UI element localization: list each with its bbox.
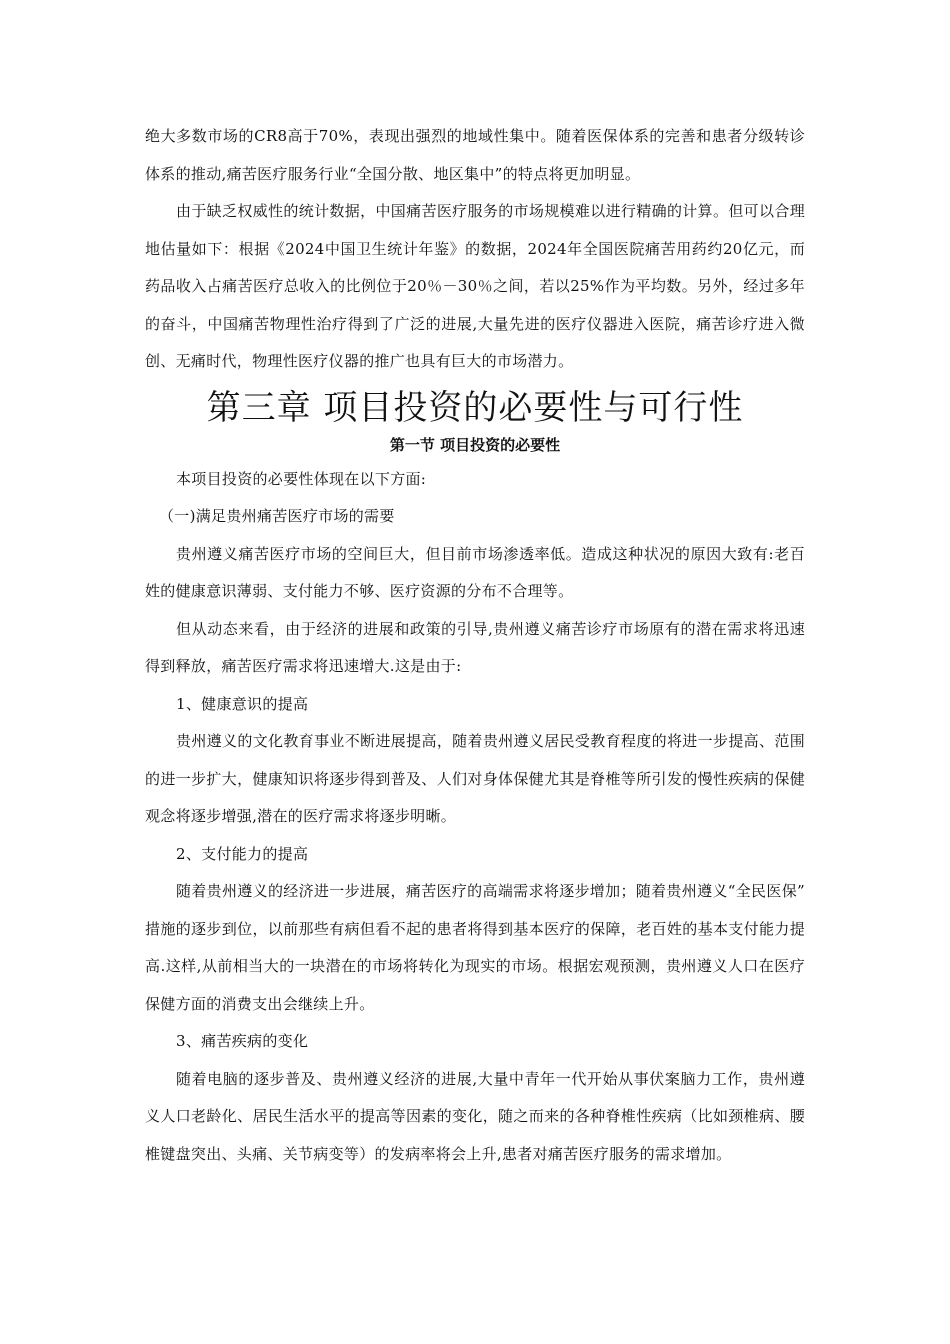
section-title: 第一节 项目投资的必要性 (389, 435, 561, 454)
paragraph-intro: 本项目投资的必要性体现在以下方面: (176, 469, 427, 488)
subheading-disease-change: 3、痛苦疾病的变化 (176, 1032, 309, 1050)
paragraph-disease-change: 随着电脑的逐步普及、贵州遵义经济的进展,大量中青年一代开始从事伏案脑力工作，贵州遵义人口老龄化、居民生活水平的提高等因素的变化，随之而来的各种脊椎性疾病（比如颈椎病、腰椎键盘突出、头痛、关节病变等）的发病率将会上升,患者对痛苦医疗服务的需求增加。 (145, 1069, 805, 1163)
paragraph-market-concentration: 绝大多数市场的CR8高于70%，表现出强烈的地域性集中。随着医保体系的完善和患者分级转诊体系的推动,痛苦医疗服务行业“全国分散、地区集中”的特点将更加明显。 (145, 127, 805, 183)
paragraph-market-size: 由于缺乏权威性的统计数据，中国痛苦医疗服务的市场规模难以进行精确的计算。但可以合理地估量如下：根据《2024中国卫生统计年鉴》的数据，2024年全国医院痛苦用药约20亿元，而药品收入占痛苦医疗总收入的比例位于20％－30％之间，若以25%作为平均数。另外，经过多年的奋斗，中国痛苦物理性治疗得到了广泛的进展,大量先进的医疗仪器进入医院，痛苦诊疗进入微创、无痛时代，物理性医疗仪器的推广也具有巨大的市场潜力。 (145, 202, 805, 370)
document-page (145, 118, 805, 1173)
chapter-title: 第三章 项目投资的必要性与可行性 (206, 387, 744, 428)
subheading-health-awareness: 1、健康意识的提高 (176, 694, 309, 713)
paragraph-market-space: 贵州遵义痛苦医疗市场的空间巨大，但目前市场渗透率低。造成这种状况的原因大致有:老百姓的健康意识薄弱、支付能力不够、医疗资源的分布不合理等。 (145, 544, 805, 600)
paragraph-payment-ability: 随着贵州遵义的经济进一步进展，痛苦医疗的高端需求将逐步增加；随着贵州遵义“全民医保” 措施的逐步到位，以前那些有病但看不起的患者将得到基本医疗的保障，老百姓的基本支付能力提高.这样,从前相当大的一块潜在的市场将转化为现实的市场。根据宏观预测，贵州遵义人口在医疗保健方面的消费支出会继续上升。 (145, 882, 805, 1013)
paragraph-health-awareness: 贵州遵义的文化教育事业不断进展提高，随着贵州遵义居民受教育程度的将进一步提高、范围的进一步扩大，健康知识将逐步得到普及、人们对身体保健尤其是脊椎等所引发的慢性疾病的保健观念将逐步增强,潜在的医疗需求将逐步明晰。 (145, 732, 805, 825)
subheading-payment-ability: 2、支付能力的提高 (176, 844, 309, 863)
subheading-market-need: （一)满足贵州痛苦医疗市场的需要 (159, 507, 395, 525)
paragraph-dynamic-view: 但从动态来看，由于经济的进展和政策的引导,贵州遵义痛苦诊疗市场原有的潜在需求将迅速得到释放，痛苦医疗需求将迅速增大.这是由于: (145, 619, 805, 675)
